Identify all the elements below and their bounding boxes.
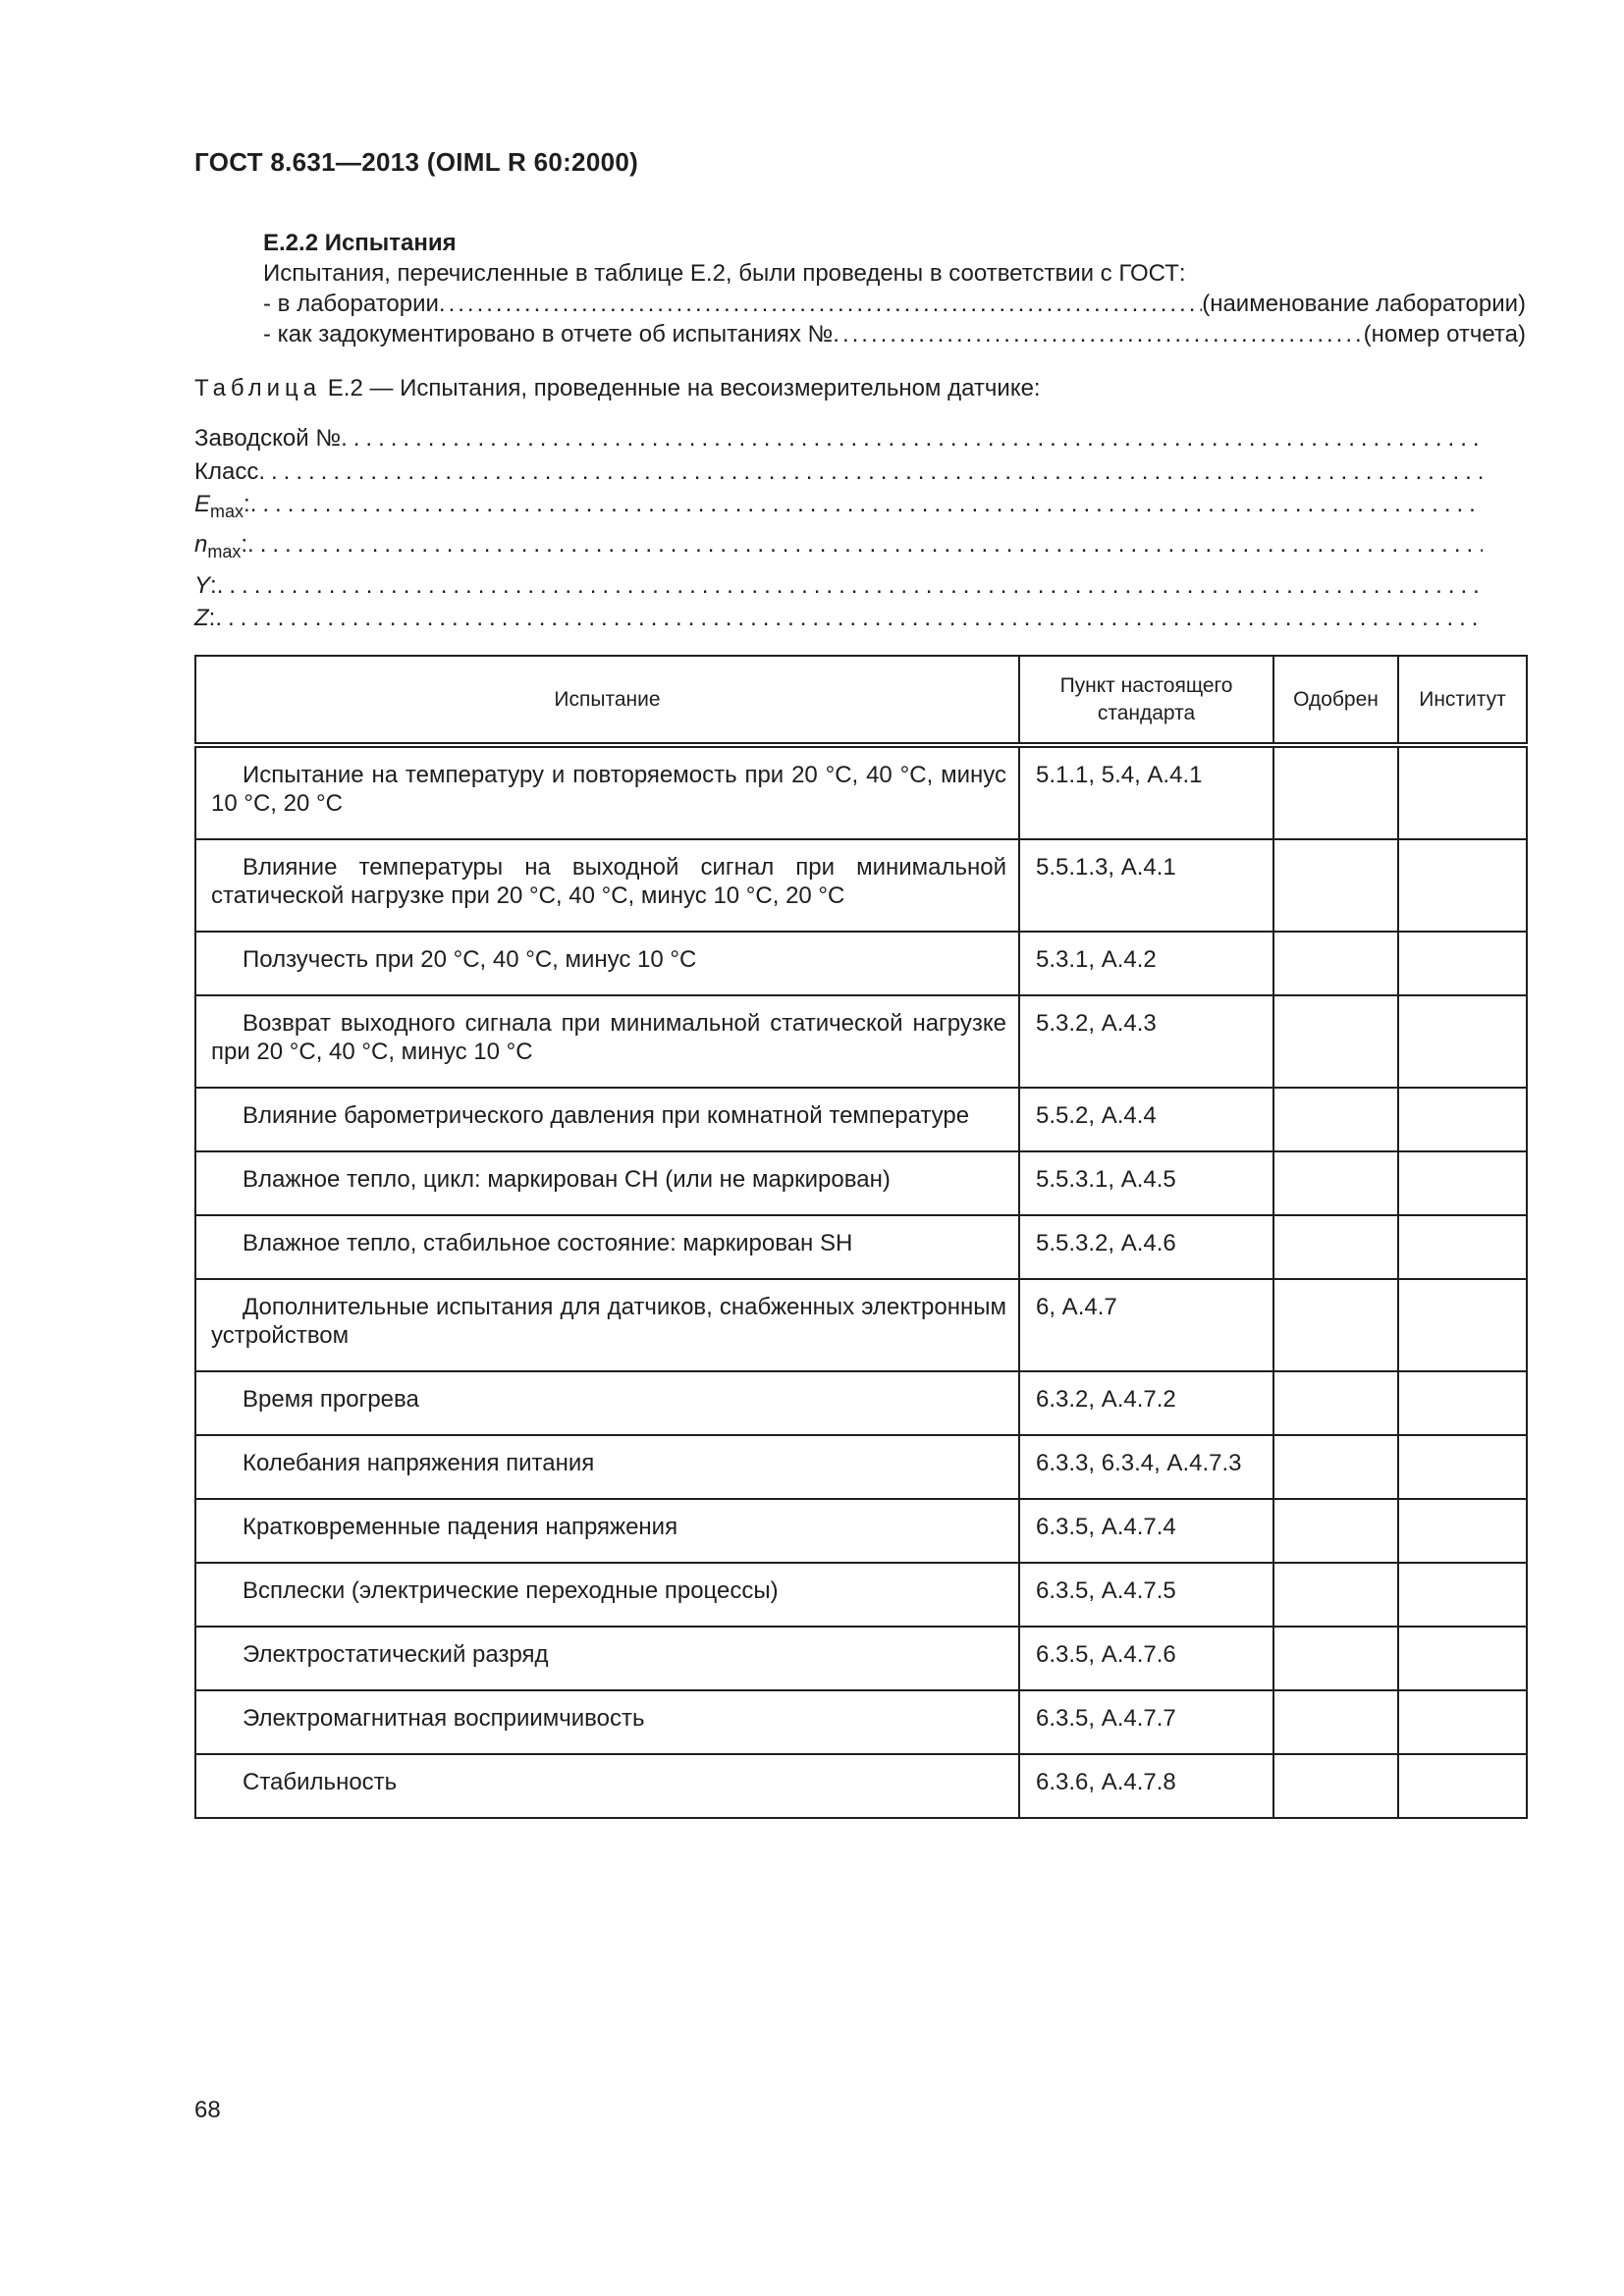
field-z bbox=[194, 602, 1483, 635]
table-row bbox=[195, 1279, 1527, 1371]
approved-cell bbox=[1273, 839, 1398, 932]
dot-leader bbox=[217, 569, 1483, 603]
institute-cell bbox=[1398, 1435, 1527, 1499]
test-name: Ползучесть при 20 °С, 40 °С, минус 10 °С bbox=[195, 932, 1019, 995]
caption-text: Е.2 — Испытания, проведенные на весоизмерительном датчике: bbox=[321, 375, 1041, 401]
test-name: Время прогрева bbox=[195, 1371, 1019, 1435]
field-nmax bbox=[194, 528, 1483, 568]
table-row bbox=[195, 839, 1527, 932]
table-row bbox=[195, 932, 1527, 995]
institute-cell bbox=[1398, 932, 1527, 995]
header-approved: Одобрен bbox=[1273, 656, 1398, 745]
table-row bbox=[195, 1215, 1527, 1279]
approved-cell bbox=[1273, 995, 1398, 1088]
test-clause: 6, А.4.7 bbox=[1019, 1279, 1273, 1371]
institute-cell bbox=[1398, 1627, 1527, 1690]
test-clause: 6.3.6, А.4.7.8 bbox=[1019, 1754, 1273, 1818]
report-suffix: (номер отчета) bbox=[1363, 321, 1526, 347]
field-class bbox=[194, 455, 1483, 489]
field-emax bbox=[194, 488, 1483, 528]
institute-cell bbox=[1398, 1690, 1527, 1754]
test-name: Колебания напряжения питания bbox=[195, 1435, 1019, 1499]
approved-cell bbox=[1273, 1435, 1398, 1499]
header-institute: Институт bbox=[1398, 656, 1527, 745]
field-emax-label: $E_{max}$: bbox=[194, 491, 250, 521]
dot-leader bbox=[833, 319, 1363, 349]
lab-label: - в лаборатории bbox=[263, 291, 439, 317]
approved-cell bbox=[1273, 1151, 1398, 1215]
test-clause: 6.3.2, А.4.7.2 bbox=[1019, 1371, 1273, 1435]
approved-cell bbox=[1273, 1279, 1398, 1371]
test-name: Всплески (электрические переходные процессы) bbox=[195, 1563, 1019, 1627]
header-clause: Пункт настоящего стандарта bbox=[1019, 656, 1273, 745]
test-clause: 5.5.3.1, А.4.5 bbox=[1019, 1151, 1273, 1215]
table-row bbox=[195, 1435, 1527, 1499]
table-caption bbox=[194, 375, 1041, 402]
table-row bbox=[195, 745, 1527, 839]
test-name: Электромагнитная восприимчивость bbox=[195, 1690, 1019, 1754]
lab-line bbox=[263, 289, 1526, 319]
test-name: Возврат выходного сигнала при минимальной статической нагрузке при 20 °С, 40 °С, минус 10 °С bbox=[195, 995, 1019, 1088]
section-intro: Испытания, перечисленные в таблице Е.2, были проведены в соответствии с ГОСТ: bbox=[263, 260, 1186, 287]
approved-cell bbox=[1273, 1563, 1398, 1627]
institute-cell bbox=[1398, 1088, 1527, 1151]
field-y-label: Y: bbox=[194, 571, 217, 599]
approved-cell bbox=[1273, 745, 1398, 839]
test-clause: 6.3.3, 6.3.4, А.4.7.3 bbox=[1019, 1435, 1273, 1499]
institute-cell bbox=[1398, 745, 1527, 839]
test-name: Электростатический разряд bbox=[195, 1627, 1019, 1690]
field-class-label: Класс bbox=[194, 457, 259, 485]
test-clause: 6.3.5, А.4.7.5 bbox=[1019, 1563, 1273, 1627]
section-title: Е.2.2 Испытания bbox=[263, 230, 457, 256]
report-line bbox=[263, 319, 1526, 349]
dot-leader bbox=[250, 488, 1483, 528]
test-name: Влияние барометрического давления при комнатной температуре bbox=[195, 1088, 1019, 1151]
institute-cell bbox=[1398, 839, 1527, 932]
test-clause: 5.5.2, А.4.4 bbox=[1019, 1088, 1273, 1151]
institute-cell bbox=[1398, 1371, 1527, 1435]
institute-cell bbox=[1398, 1563, 1527, 1627]
caption-word: Таблица bbox=[194, 375, 322, 401]
table-row bbox=[195, 1754, 1527, 1818]
dot-leader bbox=[215, 602, 1483, 635]
test-clause: 5.5.1.3, А.4.1 bbox=[1019, 839, 1273, 932]
field-nmax-label: $n_{max}$: bbox=[194, 531, 248, 562]
section-tests bbox=[263, 228, 1526, 349]
institute-cell bbox=[1398, 1279, 1527, 1371]
field-serial bbox=[194, 422, 1483, 455]
test-name: Испытание на температуру и повторяемость при 20 °С, 40 °С, минус 10 °С, 20 °С bbox=[195, 745, 1019, 839]
tests-table bbox=[194, 655, 1528, 1819]
approved-cell bbox=[1273, 1690, 1398, 1754]
table-row bbox=[195, 995, 1527, 1088]
test-clause: 5.3.2, А.4.3 bbox=[1019, 995, 1273, 1088]
approved-cell bbox=[1273, 1215, 1398, 1279]
test-name: Влажное тепло, цикл: маркирован СН (или не маркирован) bbox=[195, 1151, 1019, 1215]
approved-cell bbox=[1273, 1499, 1398, 1563]
test-name: Влияние температуры на выходной сигнал при минимальной статической нагрузке при 20 °С, 40 °С, минус 10 °С, 20 °С bbox=[195, 839, 1019, 932]
cell-fields bbox=[194, 422, 1483, 635]
approved-cell bbox=[1273, 1371, 1398, 1435]
table-row bbox=[195, 1563, 1527, 1627]
test-clause: 6.3.5, А.4.7.4 bbox=[1019, 1499, 1273, 1563]
field-serial-label: Заводской № bbox=[194, 425, 342, 452]
approved-cell bbox=[1273, 1754, 1398, 1818]
institute-cell bbox=[1398, 1499, 1527, 1563]
test-clause: 5.3.1, А.4.2 bbox=[1019, 932, 1273, 995]
institute-cell bbox=[1398, 1151, 1527, 1215]
table-row bbox=[195, 1499, 1527, 1563]
field-y bbox=[194, 569, 1483, 603]
institute-cell bbox=[1398, 1215, 1527, 1279]
dot-leader bbox=[247, 528, 1483, 568]
dot-leader bbox=[341, 422, 1483, 455]
table-header-row bbox=[195, 656, 1527, 745]
table-row bbox=[195, 1151, 1527, 1215]
dot-leader bbox=[439, 289, 1202, 319]
institute-cell bbox=[1398, 1754, 1527, 1818]
field-z-label: Z: bbox=[194, 605, 216, 632]
test-name: Стабильность bbox=[195, 1754, 1019, 1818]
institute-cell bbox=[1398, 995, 1527, 1088]
lab-suffix: (наименование лаборатории) bbox=[1202, 291, 1526, 317]
test-clause: 6.3.5, А.4.7.7 bbox=[1019, 1690, 1273, 1754]
table-row bbox=[195, 1627, 1527, 1690]
test-clause: 6.3.5, А.4.7.6 bbox=[1019, 1627, 1273, 1690]
test-clause: 5.1.1, 5.4, А.4.1 bbox=[1019, 745, 1273, 839]
test-clause: 5.5.3.2, А.4.6 bbox=[1019, 1215, 1273, 1279]
page-number: 68 bbox=[194, 2097, 221, 2123]
document-header: ГОСТ 8.631—2013 (OIML R 60:2000) bbox=[194, 147, 639, 177]
table-row bbox=[195, 1088, 1527, 1151]
dot-leader bbox=[258, 455, 1483, 489]
approved-cell bbox=[1273, 932, 1398, 995]
test-name: Дополнительные испытания для датчиков, снабженных электронным устройством bbox=[195, 1279, 1019, 1371]
approved-cell bbox=[1273, 1088, 1398, 1151]
header-test: Испытание bbox=[195, 656, 1019, 745]
report-label: - как задокументировано в отчете об испытаниях № bbox=[263, 321, 834, 347]
test-name: Кратковременные падения напряжения bbox=[195, 1499, 1019, 1563]
table-row bbox=[195, 1371, 1527, 1435]
test-name: Влажное тепло, стабильное состояние: маркирован SH bbox=[195, 1215, 1019, 1279]
approved-cell bbox=[1273, 1627, 1398, 1690]
table-row bbox=[195, 1690, 1527, 1754]
